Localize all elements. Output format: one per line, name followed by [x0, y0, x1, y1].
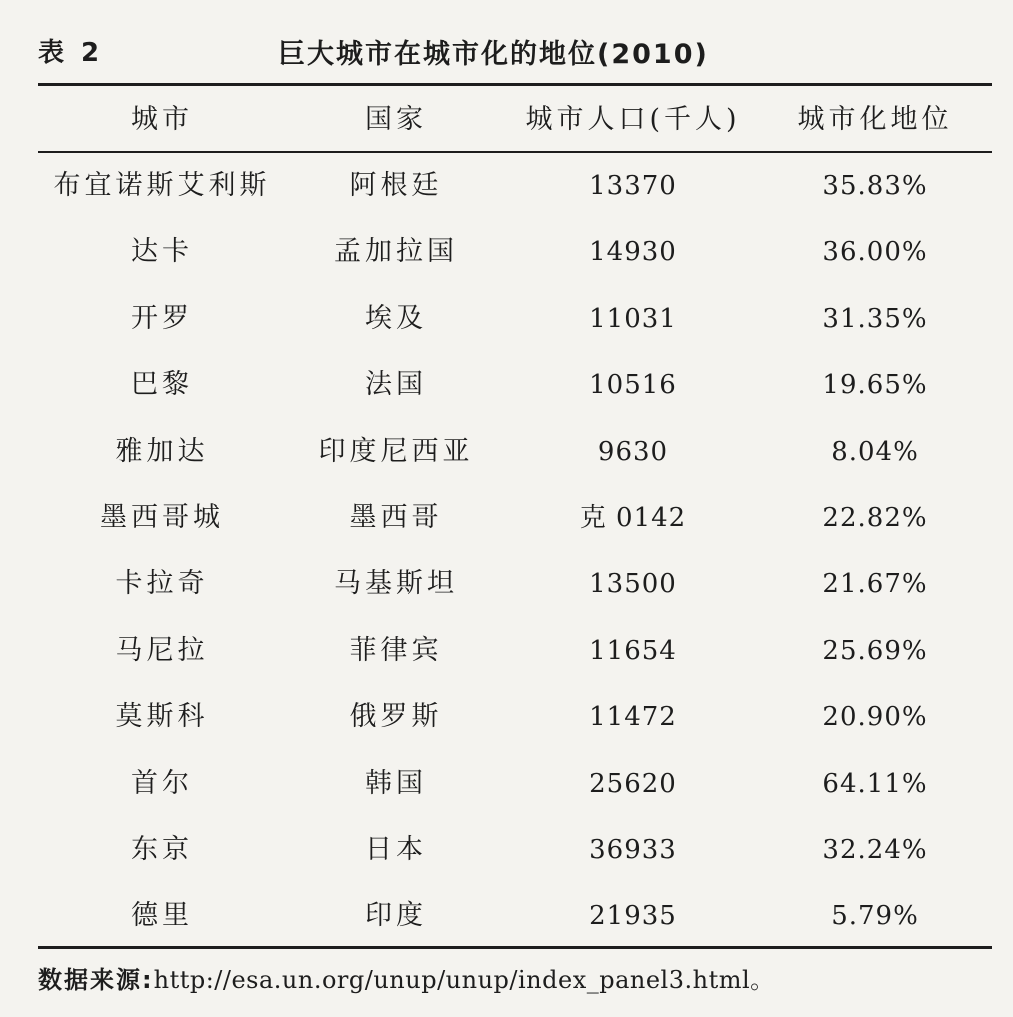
cell-country: 埃及	[365, 302, 427, 334]
cell-city: 达卡	[131, 236, 193, 268]
source-label: 数据来源:	[38, 966, 154, 994]
cell-country: 日本	[365, 833, 427, 865]
cell-population: 11031	[589, 303, 677, 334]
cell-urbanization: 36.00%	[822, 237, 928, 268]
source-url: http://esa.un.org/unup/unup/index_panel3.html。	[153, 966, 775, 994]
header-urbanization: 城市化地位	[797, 104, 953, 135]
cell-urbanization: 64.11%	[822, 768, 928, 799]
cell-population: 11654	[589, 635, 677, 666]
cell-population: 克 0142	[579, 502, 687, 533]
cell-population: 13500	[589, 569, 677, 600]
table-row	[38, 286, 992, 352]
cell-country: 法国	[365, 369, 427, 401]
cell-city: 东京	[131, 833, 193, 865]
cell-population: 25620	[589, 768, 677, 799]
table-row	[38, 551, 992, 617]
top-rule	[38, 83, 992, 86]
header-population: 城市人口(千人)	[525, 104, 741, 135]
cell-city: 巴黎	[131, 369, 193, 401]
cell-country: 孟加拉国	[334, 236, 458, 268]
table-row	[38, 485, 992, 551]
bottom-rule	[38, 946, 992, 949]
cell-country: 菲律宾	[349, 634, 443, 666]
table-row	[38, 883, 992, 949]
header-city: 城市	[131, 104, 193, 135]
cell-country: 印度尼西亚	[318, 435, 474, 467]
cell-urbanization: 8.04%	[831, 436, 919, 467]
cell-urbanization: 22.82%	[822, 502, 928, 533]
table-caption	[38, 28, 988, 72]
cell-city: 墨西哥城	[100, 501, 224, 533]
cell-urbanization: 31.35%	[822, 303, 928, 334]
cell-population: 11472	[589, 702, 677, 733]
cell-country: 韩国	[365, 767, 427, 799]
table-row	[38, 219, 992, 285]
cell-city: 首尔	[131, 767, 193, 799]
cell-country: 阿根廷	[349, 170, 443, 201]
table-body	[38, 153, 992, 950]
cell-city: 布宜诺斯艾利斯	[53, 170, 271, 201]
table-row	[38, 352, 992, 418]
cell-country: 印度	[365, 900, 427, 932]
cell-city: 马尼拉	[115, 634, 209, 666]
table-row	[38, 751, 992, 817]
cell-country: 马基斯坦	[334, 568, 458, 600]
cell-population: 10516	[589, 370, 677, 401]
cell-population: 13370	[589, 171, 677, 201]
cell-urbanization: 21.67%	[822, 569, 928, 600]
cell-population: 9630	[597, 436, 669, 467]
table-row	[38, 684, 992, 750]
cell-population: 14930	[589, 237, 677, 268]
cell-country: 墨西哥	[349, 501, 443, 533]
cell-city: 莫斯科	[115, 701, 209, 733]
source-note	[38, 958, 992, 1002]
table-title: 巨大城市在城市化的地位(2010)	[278, 39, 709, 70]
table-header-row	[38, 96, 992, 144]
table-row	[38, 618, 992, 684]
cell-country: 俄罗斯	[349, 701, 443, 733]
table-row	[38, 817, 992, 883]
table-row	[38, 153, 992, 219]
cell-urbanization: 5.79%	[831, 901, 919, 932]
cell-city: 开罗	[131, 302, 193, 334]
cell-urbanization: 32.24%	[822, 834, 928, 865]
cell-urbanization: 25.69%	[822, 635, 928, 666]
cell-city: 卡拉奇	[115, 568, 209, 600]
cell-urbanization: 20.90%	[822, 702, 928, 733]
cell-city: 德里	[131, 900, 193, 932]
cell-urbanization: 19.65%	[822, 370, 928, 401]
header-country: 国家	[365, 104, 427, 135]
cell-population: 36933	[589, 834, 677, 865]
cell-city: 雅加达	[115, 435, 209, 467]
table-number: 表 2	[38, 38, 104, 68]
cell-population: 21935	[589, 901, 677, 932]
cell-urbanization: 35.83%	[822, 171, 928, 201]
table-row	[38, 419, 992, 485]
